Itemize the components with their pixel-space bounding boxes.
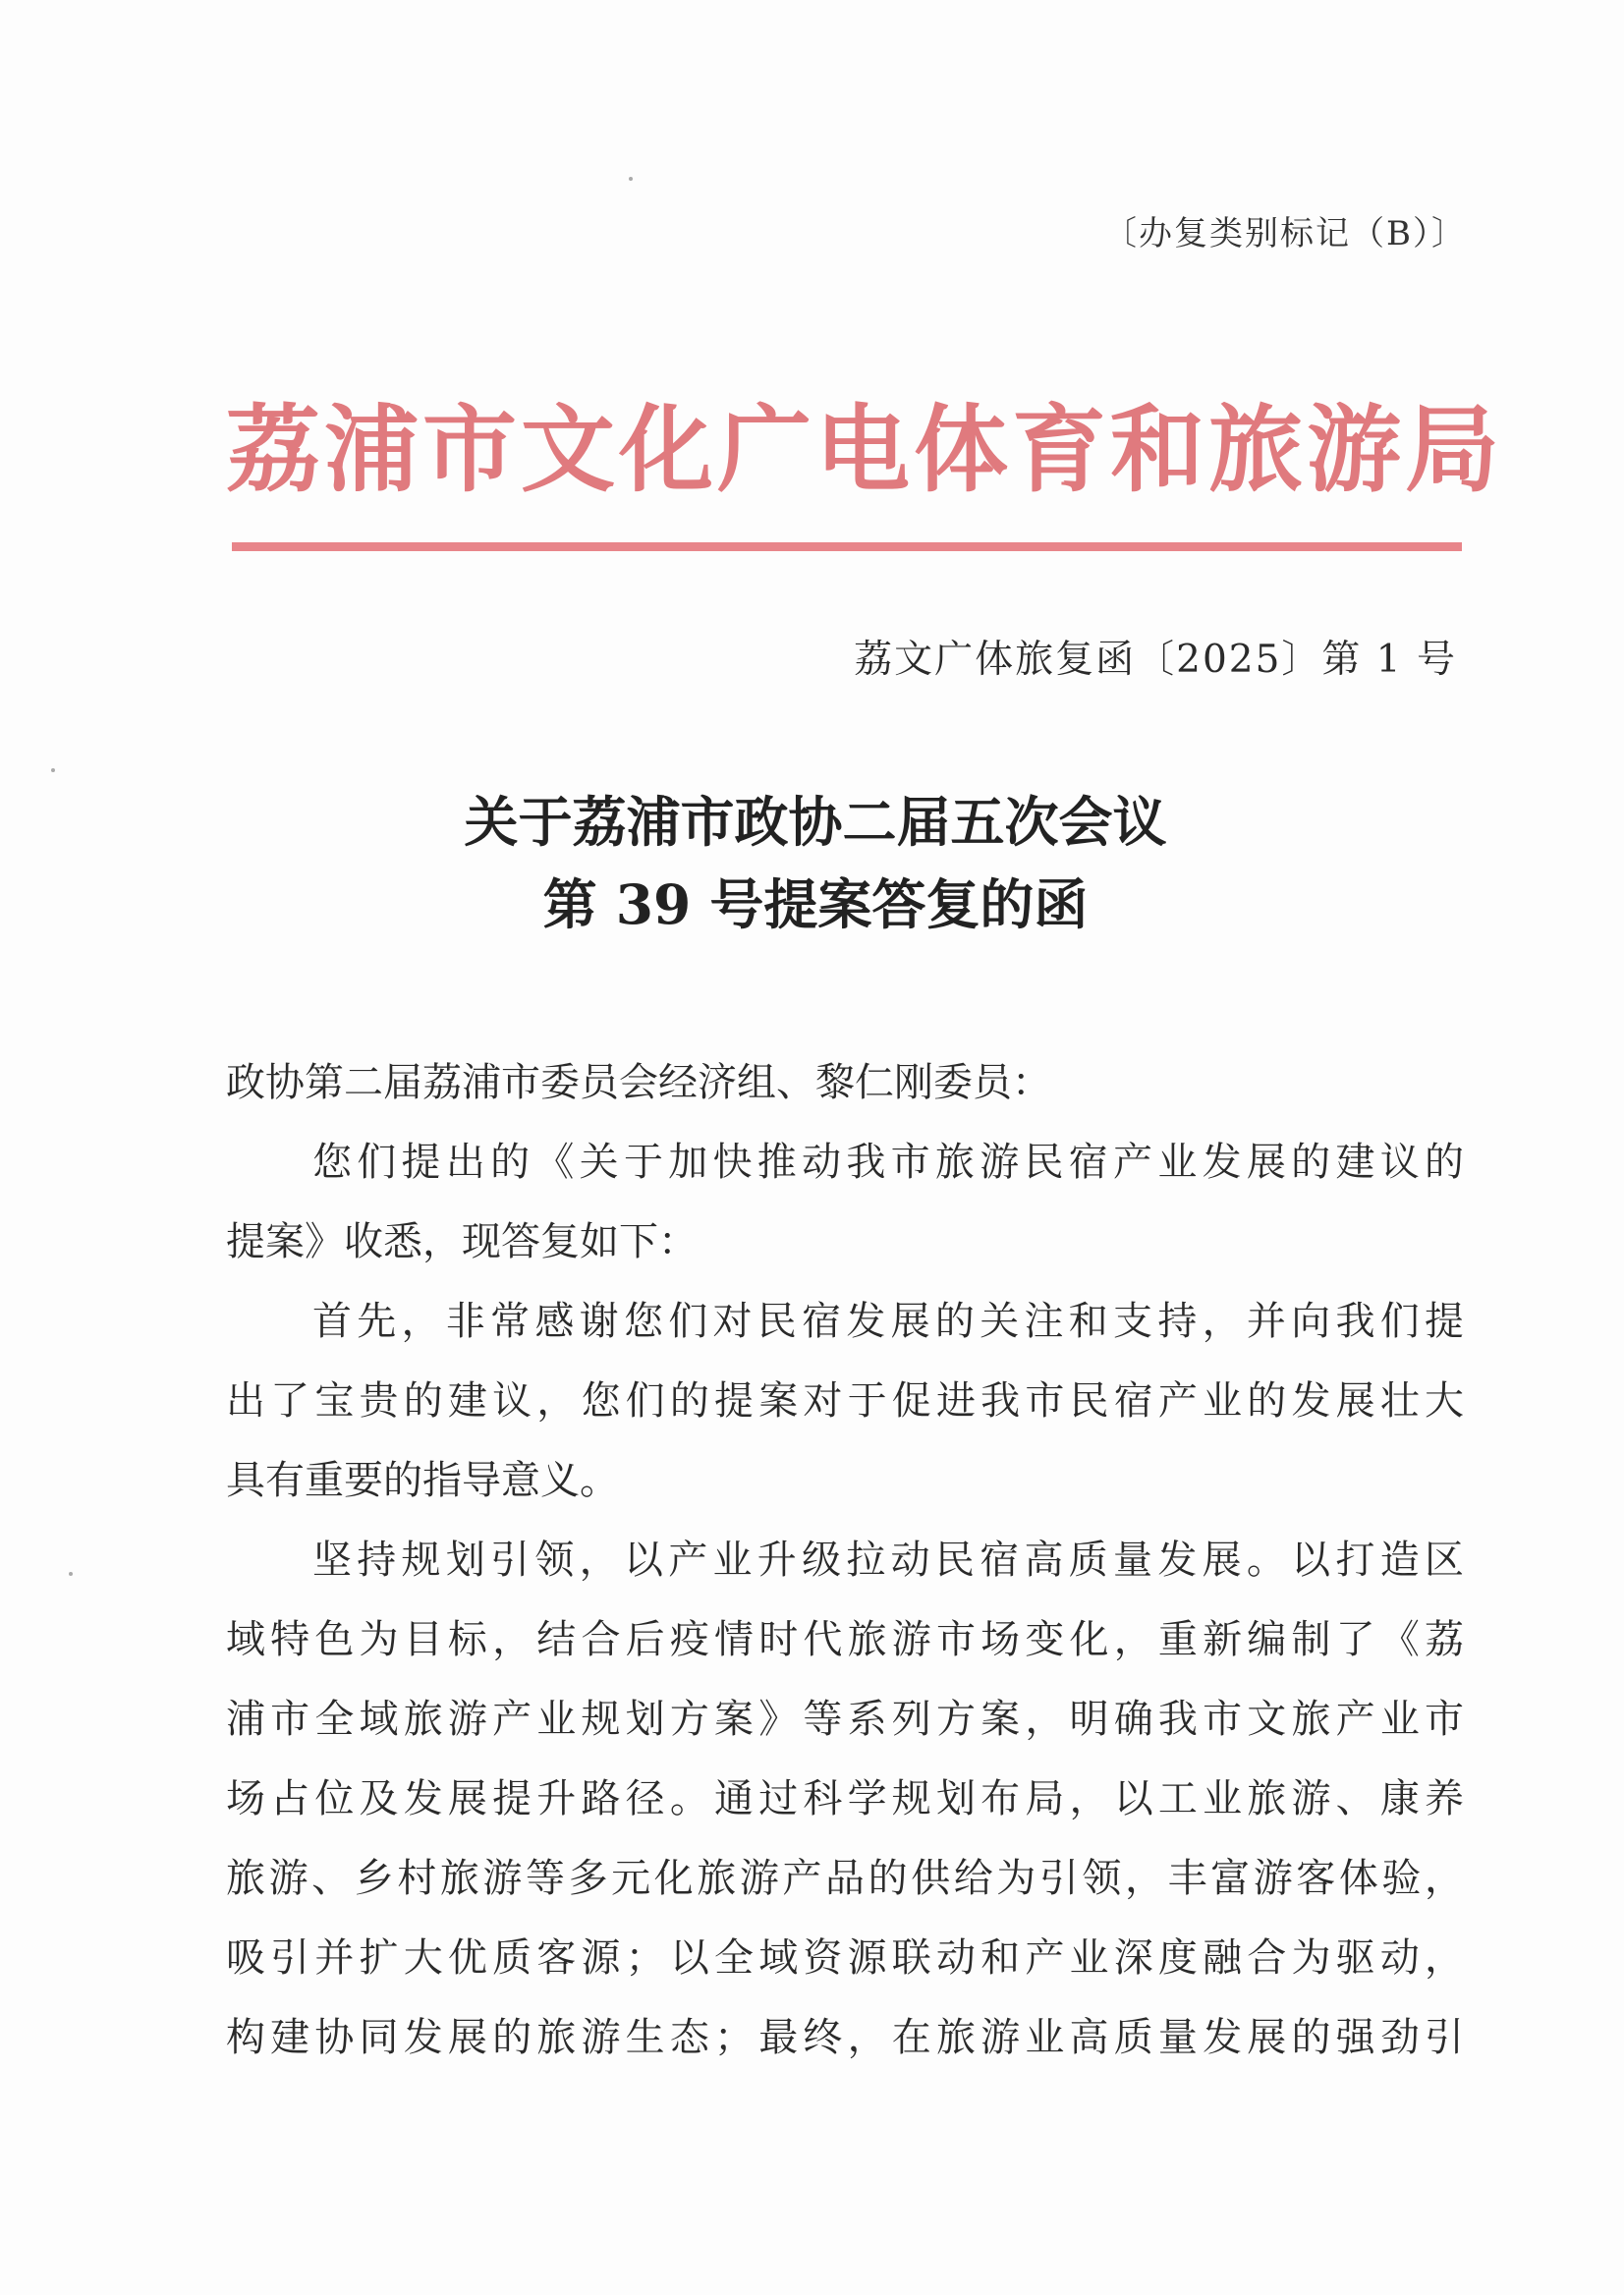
issuer-name: 荔浦市文化广电体育和旅游局 [226, 395, 1503, 505]
body-line: 域特色为目标，结合后疫情时代旅游市场变化，重新编制了《荔 [226, 1617, 1464, 1662]
body-line: 吸引并扩大优质客源；以全域资源联动和产业深度融合为驱动， [226, 1935, 1464, 1981]
body-line: 首先，非常感谢您们对民宿发展的关注和支持，并向我们提 [312, 1299, 1464, 1344]
scan-speck [51, 768, 55, 772]
title-line-1: 关于荔浦市政协二届五次会议 [464, 790, 1167, 854]
scan-speck [69, 1572, 73, 1576]
scan-speck [629, 177, 633, 181]
document-title [177, 781, 1454, 946]
body-line: 构建协同发展的旅游生态；最终，在旅游业高质量发展的强劲引 [226, 2015, 1464, 2060]
body-line: 具有重要的指导意义。 [226, 1458, 619, 1503]
body-line: 您们提出的《关于加快推动我市旅游民宿产业发展的建议的 [312, 1140, 1464, 1185]
title-line-2: 第 39 号提案答复的函 [542, 872, 1089, 936]
body-line: 坚持规划引领，以产业升级拉动民宿高质量发展。以打造区 [312, 1538, 1464, 1583]
body-line: 场占位及发展提升路径。通过科学规划布局，以工业旅游、康养 [226, 1776, 1464, 1821]
body-line: 提案》收悉，现答复如下： [226, 1219, 698, 1264]
category-mark: 〔办复类别标记（B）〕 [1103, 214, 1467, 253]
document-number: 荔文广体旅复函〔2025〕第 1 号 [854, 638, 1457, 682]
body-line: 出了宝贵的建议，您们的提案对于促进我市民宿产业的发展壮大 [226, 1378, 1464, 1424]
salutation: 政协第二届荔浦市委员会经济组、黎仁刚委员： [226, 1060, 1051, 1105]
red-header-rule [232, 542, 1462, 551]
body-line: 浦市全域旅游产业规划方案》等系列方案，明确我市文旅产业市 [226, 1697, 1464, 1742]
body-line: 旅游、乡村旅游等多元化旅游产品的供给为引领，丰富游客体验， [226, 1856, 1464, 1901]
document-body [226, 1043, 1464, 2078]
